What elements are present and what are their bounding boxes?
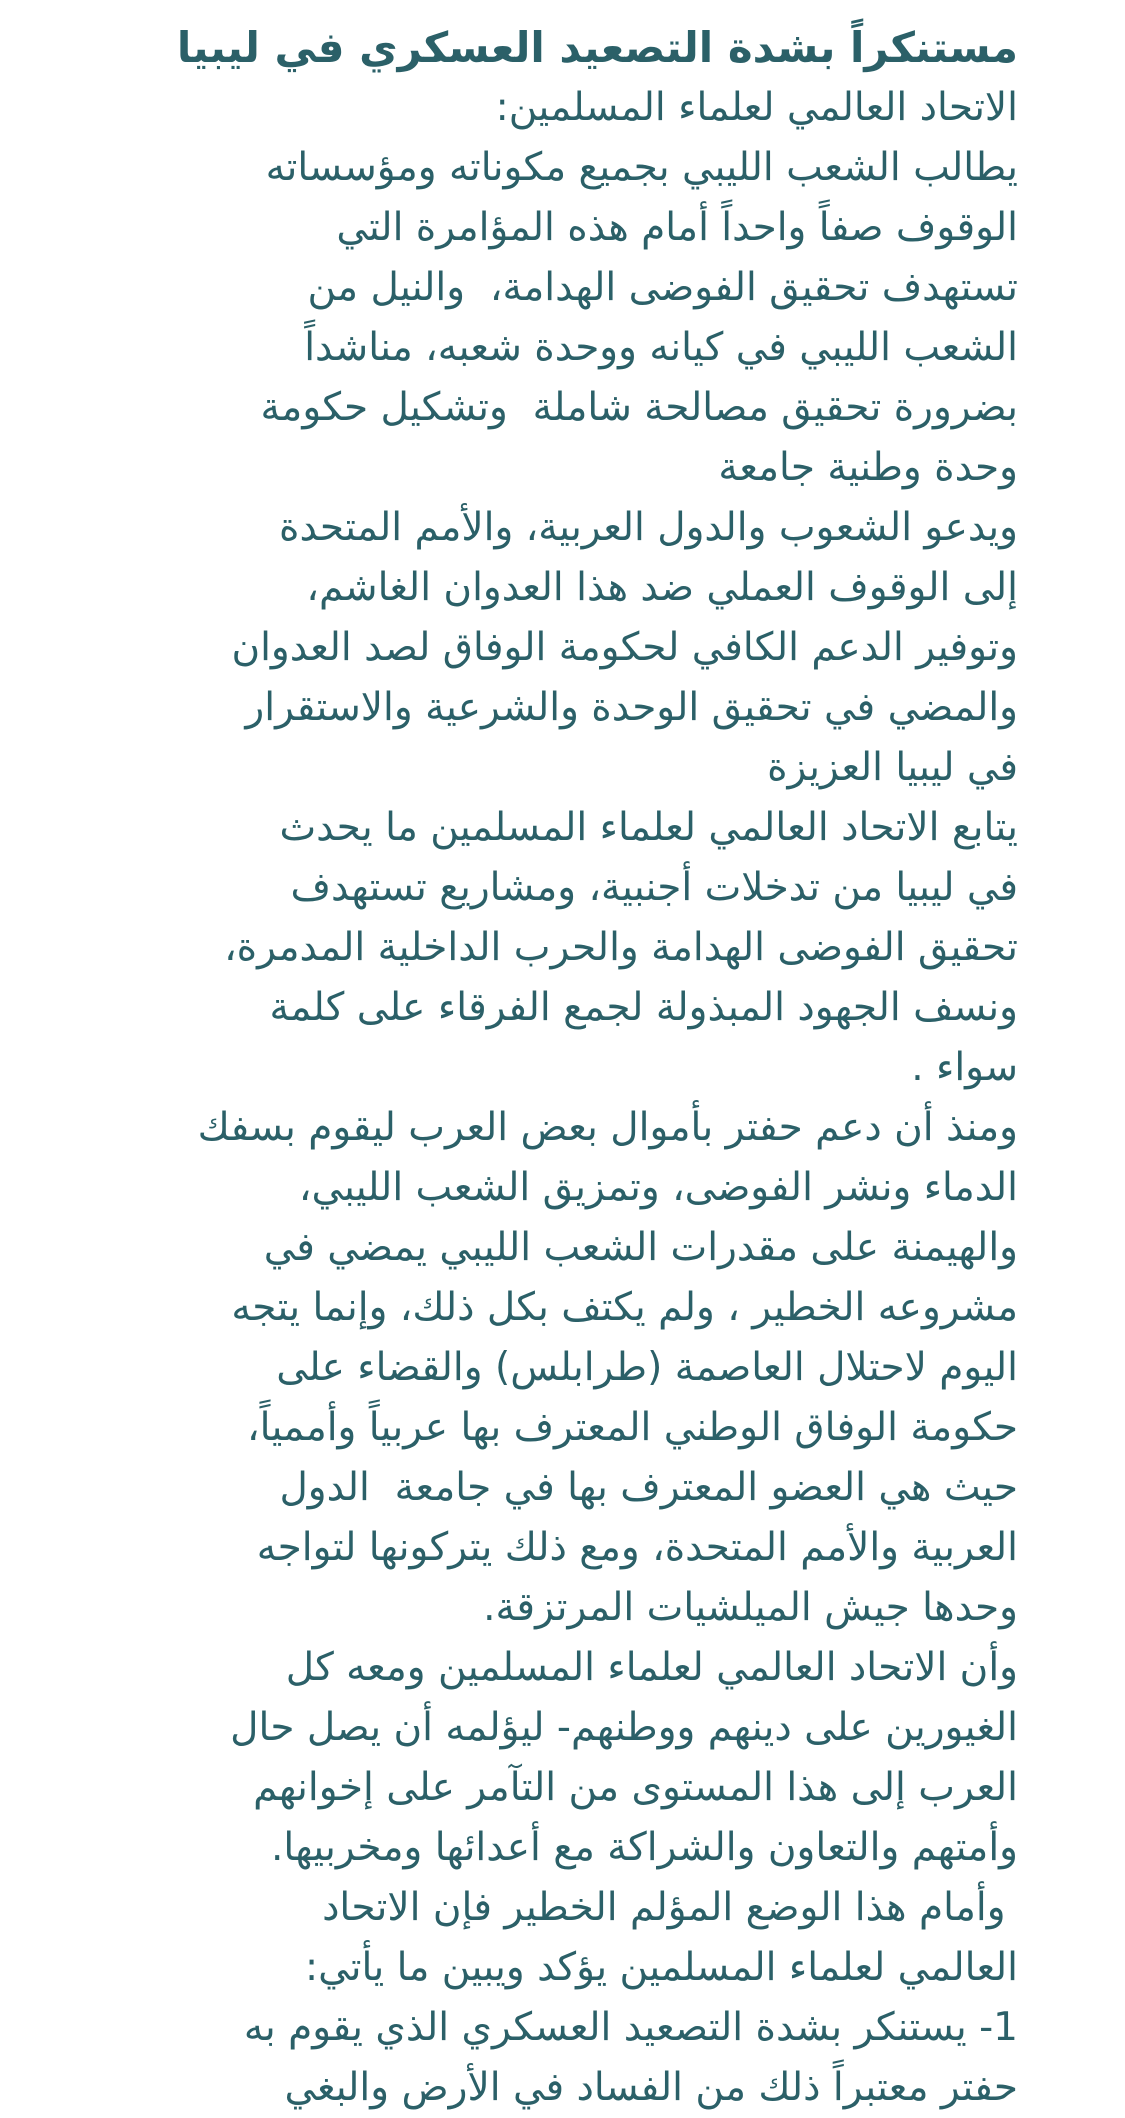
- article-title: مستنكراً بشدة التصعيد العسكري في ليبيا: [176, 23, 1018, 72]
- body-line: حفتر معتبراً ذلك من الفساد في الأرض والبغي: [284, 2065, 1018, 2110]
- body-line: تستهدف تحقيق الفوضى الهدامة، والنيل من: [307, 265, 1018, 310]
- body-line: الشعب الليبي في كيانه ووحدة شعبه، مناشداً: [304, 325, 1018, 370]
- body-line: يتابع الاتحاد العالمي لعلماء المسلمين ما يحدث: [279, 805, 1018, 850]
- body-line: حكومة الوفاق الوطني المعترف بها عربياً وأممياً،: [247, 1405, 1018, 1450]
- body-line: وحدها جيش الميلشيات المرتزقة.: [483, 1585, 1018, 1630]
- body-line: حيث هي العضو المعترف بها في جامعة الدول: [279, 1465, 1018, 1510]
- body-line: بضرورة تحقيق مصالحة شاملة وتشكيل حكومة: [260, 385, 1018, 430]
- body-line: في ليبيا من تدخلات أجنبية، ومشاريع تستهدف: [290, 865, 1018, 910]
- body-line: ومنذ أن دعم حفتر بأموال بعض العرب ليقوم بسفك: [197, 1105, 1018, 1150]
- body-line: الغيورين على دينهم ووطنهم- ليؤلمه أن يصل حال: [230, 1705, 1018, 1750]
- body-line: اليوم لاحتلال العاصمة (طرابلس) والقضاء على: [276, 1345, 1018, 1390]
- body-line: الدماء ونشر الفوضى، وتمزيق الشعب الليبي،: [298, 1165, 1018, 1210]
- body-line: وحدة وطنية جامعة: [718, 445, 1018, 490]
- body-line: ونسف الجهود المبذولة لجمع الفرقاء على كلمة: [269, 985, 1018, 1030]
- article-body: [8, 78, 1018, 2118]
- article: [8, 18, 1018, 2118]
- body-line: وتوفير الدعم الكافي لحكومة الوفاق لصد العدوان: [231, 625, 1018, 670]
- body-line: وأن الاتحاد العالمي لعلماء المسلمين ومعه كل: [285, 1645, 1018, 1690]
- body-line: ويدعو الشعوب والدول العربية، والأمم المتحدة: [279, 505, 1018, 550]
- body-line: العالمي لعلماء المسلمين يؤكد ويبين ما يأتي:: [304, 1945, 1018, 1990]
- body-line: سواء .: [911, 1045, 1018, 1090]
- body-line: 1- يستنكر بشدة التصعيد العسكري الذي يقوم به: [243, 2005, 1018, 2050]
- body-line: إلى الوقوف العملي ضد هذا العدوان الغاشم،: [306, 565, 1018, 610]
- body-line: العرب إلى هذا المستوى من التآمر على إخوانهم: [253, 1765, 1018, 1810]
- body-line: وأمتهم والتعاون والشراكة مع أعدائها ومخربيها.: [271, 1825, 1018, 1870]
- body-line: مشروعه الخطير ، ولم يكتف بكل ذلك، وإنما يتجه: [231, 1285, 1018, 1330]
- body-line: والهيمنة على مقدرات الشعب الليبي يمضي في: [263, 1225, 1018, 1270]
- body-line: الوقوف صفاً واحداً أمام هذه المؤامرة التي: [336, 205, 1018, 250]
- body-line: في ليبيا العزيزة: [767, 745, 1018, 790]
- body-line: تحقيق الفوضى الهدامة والحرب الداخلية المدمرة،: [224, 925, 1018, 970]
- body-line: والمضي في تحقيق الوحدة والشرعية والاستقرار: [245, 685, 1018, 730]
- body-line: الاتحاد العالمي لعلماء المسلمين:: [495, 85, 1018, 130]
- body-line: العربية والأمم المتحدة، ومع ذلك يتركونها لتواجه: [256, 1525, 1018, 1570]
- body-line: يطالب الشعب الليبي بجميع مكوناته ومؤسساته: [265, 145, 1018, 190]
- body-line: وأمام هذا الوضع المؤلم الخطير فإن الاتحاد: [322, 1885, 1018, 1930]
